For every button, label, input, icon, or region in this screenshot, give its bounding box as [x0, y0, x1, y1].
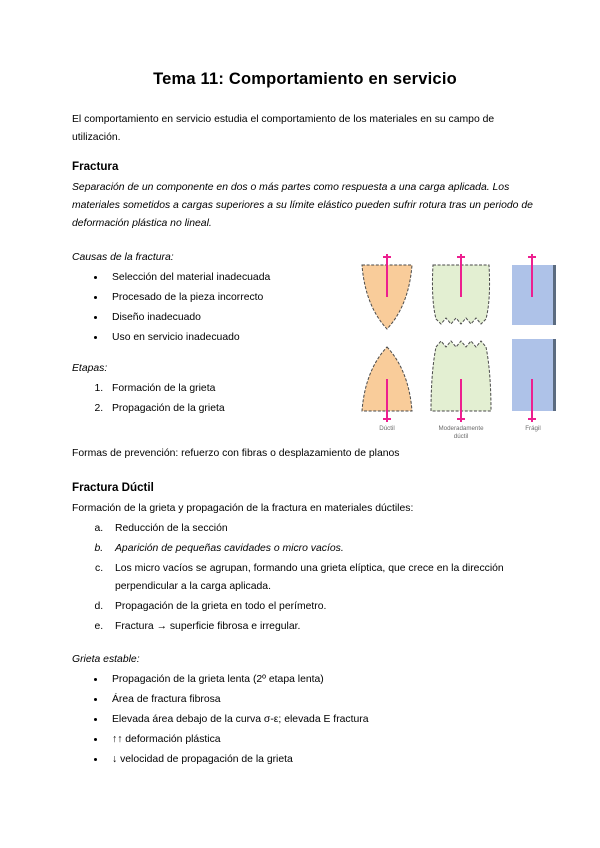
list-item: 2. Propagación de la grieta — [106, 400, 334, 419]
fractura-definition: Separación de un componente en dos o más partes como respuesta a una carga aplicada. Los materiales sometidos a cargas superiores a su límite elástico pueden sufrir rotura tras un periodo de deformación plástica no lineal. — [72, 182, 533, 229]
figure-caption-moderate-line1: Moderadamente — [438, 425, 484, 432]
list-item: • Procesado de la pieza incorrecto — [106, 289, 334, 308]
list-item: • ↓ velocidad de propagación de la grieta — [106, 751, 538, 770]
list-item: c. Los micro vacíos se agrupan, formando una grieta elíptica, que crece en la dirección perpendicular a la carga aplicada. — [106, 560, 538, 597]
stages-label: Etapas: — [72, 362, 108, 374]
prevention-paragraph: Formas de prevención: refuerzo con fibras o desplazamiento de planos — [72, 448, 400, 459]
list-item: 1. Formación de la grieta — [106, 380, 334, 399]
list-item: • Propagación de la grieta lenta (2º etapa lenta) — [106, 671, 538, 690]
figure-caption-ductile: Dúctil — [379, 425, 395, 432]
stages-list — [72, 380, 334, 419]
specimen-brittle — [512, 254, 556, 422]
list-item: • ↑↑ deformación plástica — [106, 731, 538, 750]
page-title: Tema 11: Comportamiento en servicio — [153, 70, 457, 88]
list-item: a. Reducción de la sección — [106, 520, 538, 539]
specimen-moderately-ductile — [431, 254, 491, 422]
list-item: • Área de fractura fibrosa — [106, 691, 538, 710]
fractura-lists — [72, 249, 334, 430]
intro-paragraph: El comportamiento en servicio estudia el comportamiento de los materiales en su campo de utilización. — [72, 114, 495, 143]
figure-caption-brittle: Frágil — [525, 425, 541, 432]
section-heading-fractura: Fractura — [72, 160, 119, 173]
list-item: e. Fractura → superficie fibrosa e irregular. — [106, 618, 538, 637]
fracture-specimens-svg — [350, 251, 570, 443]
list-item: b. Aparición de pequeñas cavidades o micro vacíos. — [106, 540, 538, 559]
fractura-ductil-steps — [72, 520, 538, 637]
list-item: • Elevada área debajo de la curva σ-ε; elevada E fractura — [106, 711, 538, 730]
list-item: • Diseño inadecuado — [106, 309, 334, 328]
causes-list — [72, 269, 334, 348]
causes-label: Causas de la fractura: — [72, 252, 174, 263]
specimen-ductile — [362, 254, 412, 422]
figure-caption-moderate-line2: dúctil — [453, 433, 469, 440]
fracture-types-figure — [350, 251, 570, 443]
list-item: • Uso en servicio inadecuado — [106, 329, 334, 348]
fractura-ductil-lead: Formación de la grieta y propagación de la fractura en materiales dúctiles: — [72, 502, 414, 514]
fractura-lists-and-figure — [72, 249, 541, 443]
section-heading-fractura-ductil: Fractura Dúctil — [72, 480, 154, 494]
list-item: • Selección del material inadecuada — [106, 269, 334, 288]
grieta-estable-label: Grieta estable: — [72, 653, 140, 665]
grieta-estable-list — [72, 671, 538, 770]
list-item: d. Propagación de la grieta en todo el perímetro. — [106, 598, 538, 617]
